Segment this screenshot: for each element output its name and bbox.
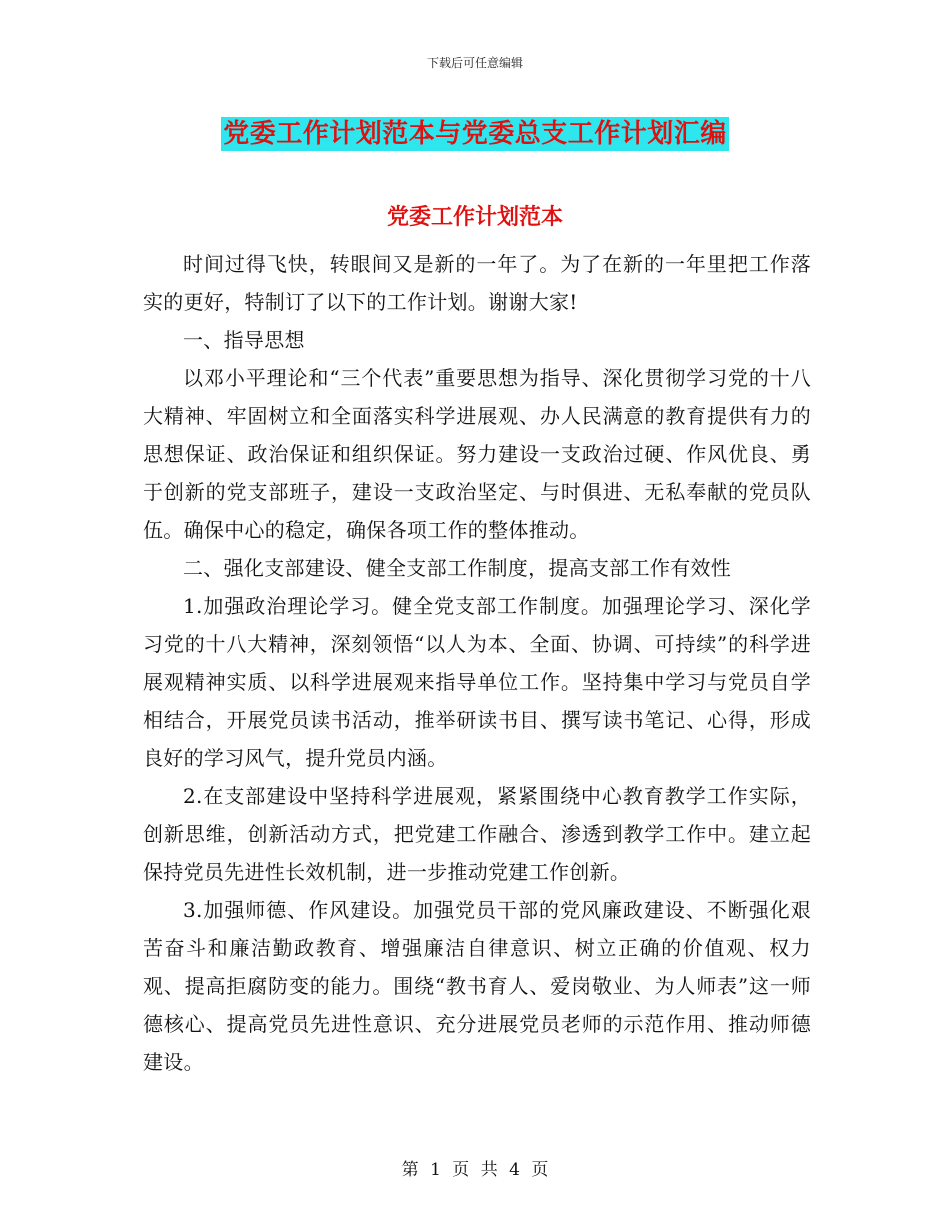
paragraph-item-1: 1.加强政治理论学习。健全党支部工作制度。加强理论学习、深化学习党的十八大精神，深刻领悟“以人为本、全面、协调、可持续”的科学进展观精神实质、以科学进展观来指导单位工作。坚持集中学习与党员自学相结合，开展党员读书活动，推举研读书目、撰写读书笔记、心得，形成良好的学习风气，提升党员内涵。 [143, 594, 811, 770]
paragraph-item-3: 3.加强师德、作风建设。加强党员干部的党风廉政建设、不断强化艰苦奋斗和廉洁勤政教育、增强廉洁自律意识、树立正确的价值观、权力观、提高拒腐防变的能力。围绕“教书育人、爱岗敬业、为人师表”这一师德核心、提高党员先进性意识、充分进展党员老师的示范作用、推动师德建设。 [143, 898, 811, 1074]
section-title: 党委工作计划范本 [386, 204, 563, 230]
heading-branch-building: 二、强化支部建设、健全支部工作制度，提高支部工作有效性 [183, 556, 732, 580]
document-title [0, 112, 950, 151]
paragraph-guiding-ideology: 以邓小平理论和“三个代表”重要思想为指导、深化贯彻学习党的十八大精神、牢固树立和全面落实科学进展观、办人民满意的教育提供有力的思想保证、政治保证和组织保证。努力建设一支政治过硬、作风优良、勇于创新的党支部班子，建设一支政治坚定、与时俱进、无私奉献的党员队伍。确保中心的稳定，确保各项工作的整体推动。 [143, 366, 811, 542]
header-note: 下载后可任意编辑 [426, 56, 523, 70]
heading-guiding-ideology: 一、指导思想 [183, 328, 305, 352]
document-title-text: 党委工作计划范本与党委总支工作计划汇编 [223, 119, 727, 149]
paragraph-intro: 时间过得飞快，转眼间又是新的一年了。为了在新的一年里把工作落实的更好，特制订了以下的工作计划。谢谢大家! [143, 252, 811, 314]
document-body [143, 245, 811, 1081]
paragraph-item-2: 2.在支部建设中坚持科学进展观，紧紧围绕中心教育教学工作实际，创新思维，创新活动方式，把党建工作融合、渗透到教学工作中。建立起保持党员先进性长效机制，进一步推动党建工作创新。 [143, 784, 811, 884]
page-footer: 第 1 页 共 4 页 [401, 1160, 549, 1180]
